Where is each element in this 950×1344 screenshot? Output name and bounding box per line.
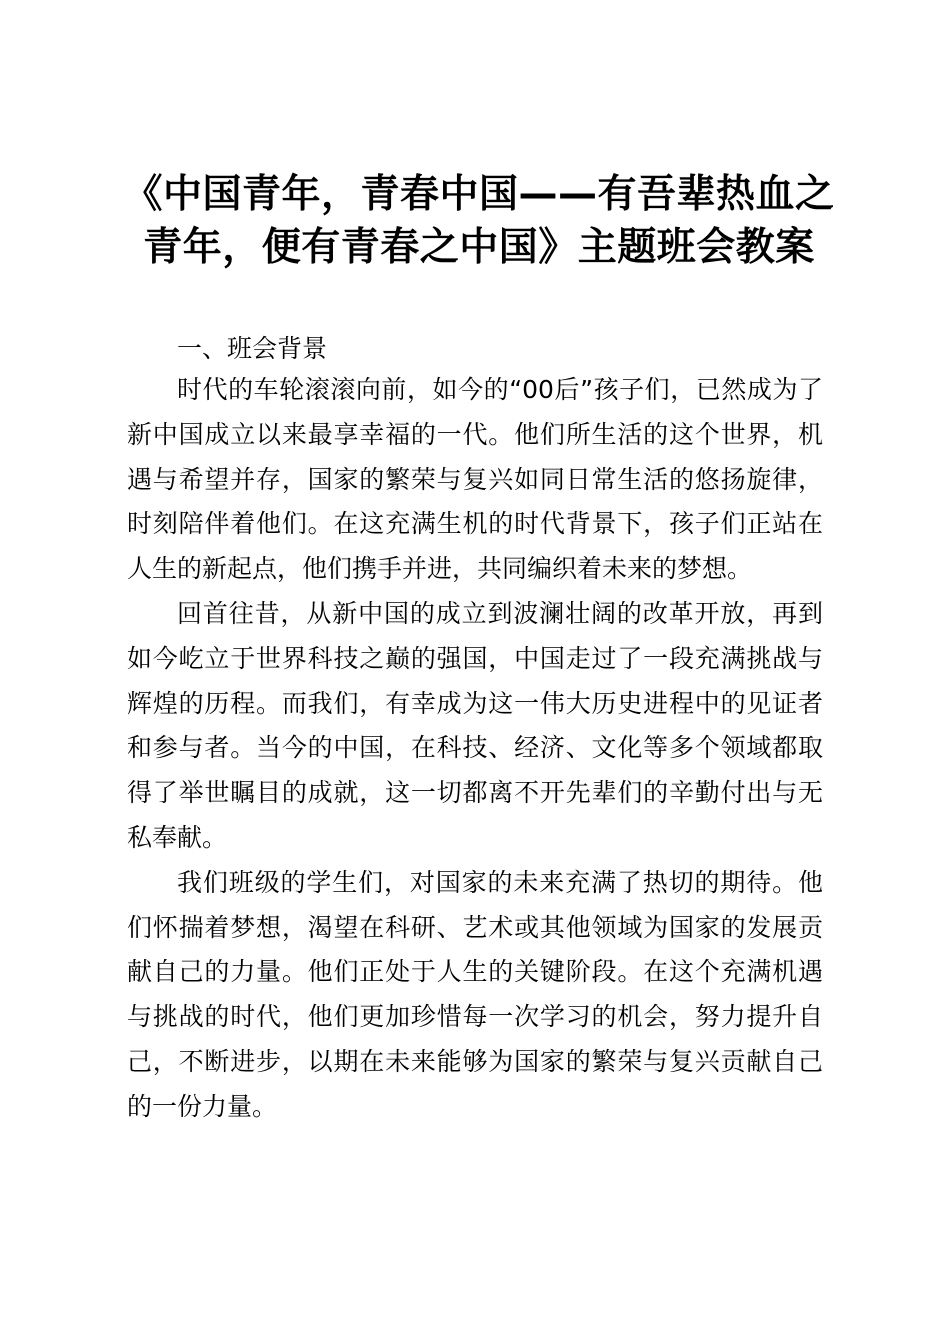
section-heading: 一、班会背景 [177,334,328,363]
document-body [127,330,823,1130]
document-title: 《中国青年，青春中国——有吾辈热血之青年，便有青春之中国》主题班会教案 [123,172,835,270]
paragraph-1: 时代的车轮滚滚向前，如今的“00后”孩子们，已然成为了新中国成立以来最享幸福的一代。他们所生活的这个世界，机遇与希望并存，国家的繁荣与复兴如同日常生活的悠扬旋律，时刻陪伴着他们。在这充满生机的时代背景下，孩子们正站在人生的新起点，他们携手并进，共同编织着未来的梦想。 [127,375,823,584]
paragraph-3: 我们班级的学生们，对国家的未来充满了热切的期待。他们怀揣着梦想，渴望在科研、艺术或其他领域为国家的发展贡献自己的力量。他们正处于人生的关键阶段。在这个充满机遇与挑战的时代，他们更加珍惜每一次学习的机会，努力提升自己，不断进步，以期在未来能够为国家的繁荣与复兴贡献自己的一份力量。 [127,867,823,1121]
paragraph-2: 回首往昔，从新中国的成立到波澜壮阔的改革开放，再到如今屹立于世界科技之巅的强国，中国走过了一段充满挑战与辉煌的历程。而我们，有幸成为这一伟大历史进程中的见证者和参与者。当今的中国，在科技、经济、文化等多个领域都取得了举世瞩目的成就，这一切都离不开先辈们的辛勤付出与无私奉献。 [127,598,823,852]
